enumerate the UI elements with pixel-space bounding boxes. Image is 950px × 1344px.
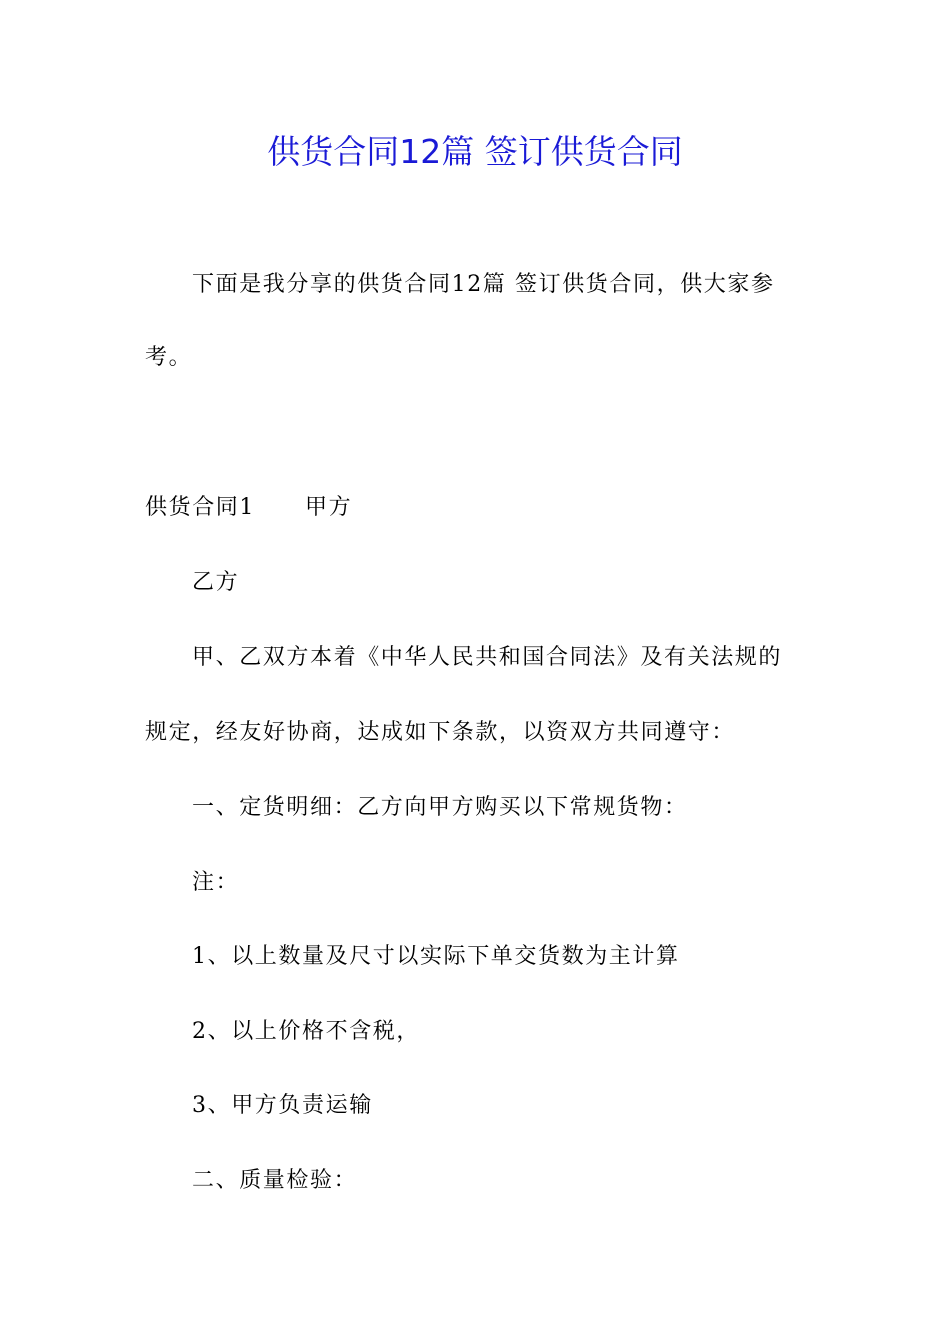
contract-heading: 供货合同1 bbox=[145, 495, 255, 520]
note-item-1: 1、以上数量及尺寸以实际下单交货数为主计算 bbox=[192, 944, 680, 969]
document-title: 供货合同12篇 签订供货合同 bbox=[267, 132, 683, 171]
section-2-heading: 二、质量检验： bbox=[192, 1168, 358, 1193]
contract-heading-row bbox=[145, 493, 352, 523]
note-label: 注： bbox=[192, 870, 240, 895]
intro-line-1: 下面是我分享的供货合同12篇 签订供货合同，供大家参 bbox=[192, 272, 775, 297]
note-item-3: 3、甲方负责运输 bbox=[192, 1093, 373, 1118]
note-item-2: 2、以上价格不含税， bbox=[192, 1019, 420, 1044]
paragraph-1-line-1: 甲、乙双方本着《中华人民共和国合同法》及有关法规的 bbox=[192, 645, 783, 670]
intro-line-2: 考。 bbox=[145, 345, 193, 370]
paragraph-1-line-2: 规定，经友好协商，达成如下条款，以资双方共同遵守： bbox=[145, 720, 736, 745]
party-a-label: 甲方 bbox=[305, 495, 353, 520]
party-b-label: 乙方 bbox=[192, 570, 240, 595]
section-1-heading: 一、定货明细：乙方向甲方购买以下常规货物： bbox=[192, 795, 688, 820]
